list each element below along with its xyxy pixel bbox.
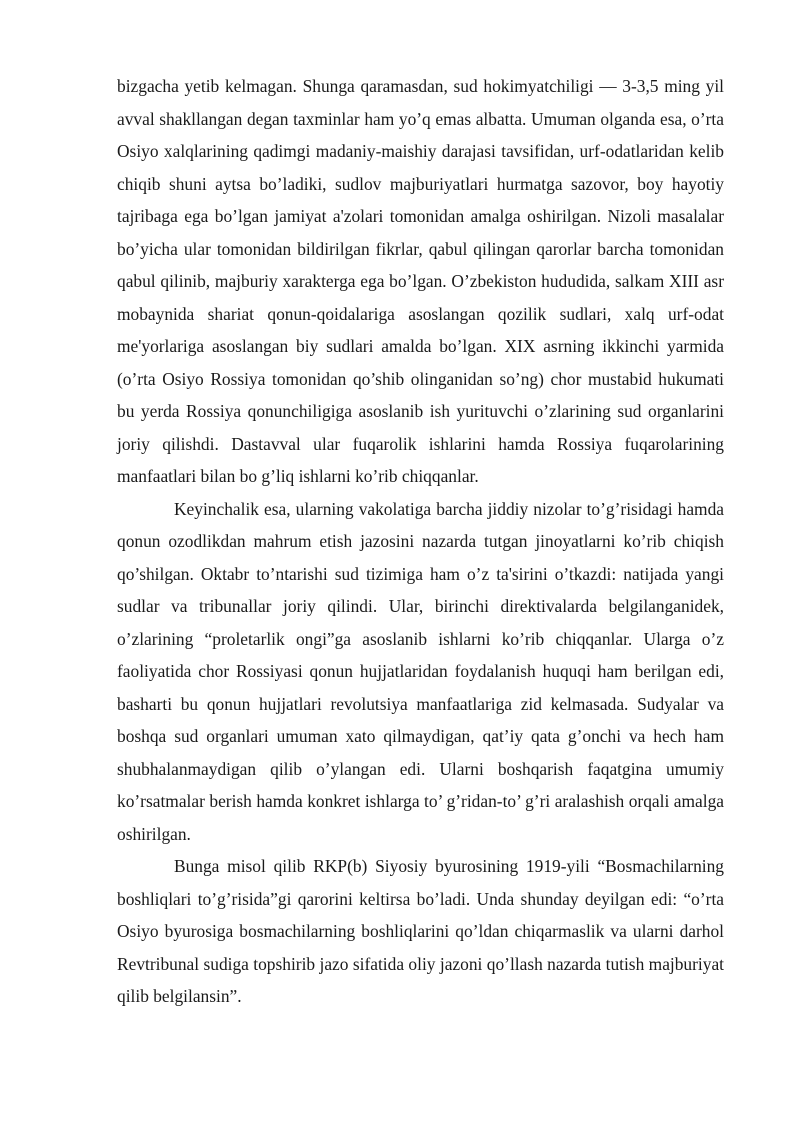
paragraph-2: Keyinchalik esa, ularning vakolatiga barcha jiddiy nizolar to’g’risidagi hamda qonun ozodlikdan mahrum etish jazosini nazarda tutgan jinoyatlarni ko’rib chiqish qo’shilgan. Oktabr to’ntarishi sud tizimiga ham o’z ta'sirini o’tkazdi: natijada yangi sudlar va tribunallar joriy qilindi. Ular, birinchi direktivalarda belgilanganidek, o’zlarining “proletarlik ongi”ga asoslanib ishlarni ko’rib chiqqanlar. Ularga o’z faoliyatida chor Rossiyasi qonun hujjatlaridan foydalanish huquqi ham berilgan edi, basharti bu qonun hujjatlari revolutsiya manfaatlariga zid kelmasada. Sudyalar va boshqa sud organlari umuman xato qilmaydigan, qat’iy qata g’onchi va hech ham shubhalanmaydigan qilib o’ylangan edi. Ularni boshqarish faqatgina umumiy ko’rsatmalar berish hamda konkret ishlarga to’ g’ridan-to’ g’ri aralashish orqali amalga oshirilgan. [117, 498, 724, 844]
paragraph-3: Bunga misol qilib RKP(b) Siyosiy byurosining 1919-yili “Bosmachilarning boshliqlari to’g’risida”gi qarorini keltirsa bo’ladi. Unda shunday deyilgan edi: “o’rta Osiyo byurosiga bosmachilarning boshliqlarini qo’ldan chiqarmaslik va ularni darhol Revtribunal sudiga topshirib jazo sifatida oliy jazoni qo’llash nazarda tutish majburiyat qilib belgilansin”. [117, 856, 724, 1006]
body-text [117, 70, 724, 1013]
paragraph-1: bizgacha yetib kelmagan. Shunga qaramasdan, sud hokimyatchiligi — 3-3,5 ming yil avval shakllangan degan taxminlar ham yo’q emas albatta. Umuman olganda esa, o’rta Osiyo xalqlarining qadimgi madaniy-maishiy darajasi tavsifidan, urf-odatlaridan kelib chiqib shuni aytsa bo’ladiki, sudlov majburiyatlari hurmatga sazovor, boy hayotiy tajribaga ega bo’lgan jamiyat a'zolari tomonidan amalga oshirilgan. Nizoli masalalar bo’yicha ular tomonidan bildirilgan fikrlar, qabul qilingan qarorlar barcha tomonidan qabul qilinib, majburiy xarakterga ega bo’lgan. O’zbekiston hududida, salkam XIII asr mobaynida shariat qonun-qoidalariga asoslangan qozilik sudlari, xalq urf-odat me'yorlariga asoslangan biy sudlari amalda bo’lgan. XIX asrning ikkinchi yarmida (o’rta Osiyo Rossiya tomonidan qo’shib olinganidan so’ng) chor mustabid hukumati bu yerda Rossiya qonunchiligiga asoslanib ish yurituvchi o’zlarining sud organlarini joriy qilishdi. Dastavval ular fuqarolik ishlarini hamda Rossiya fuqarolarining manfaatlari bilan bo g’liq ishlarni ko’rib chiqqanlar. [117, 76, 724, 486]
